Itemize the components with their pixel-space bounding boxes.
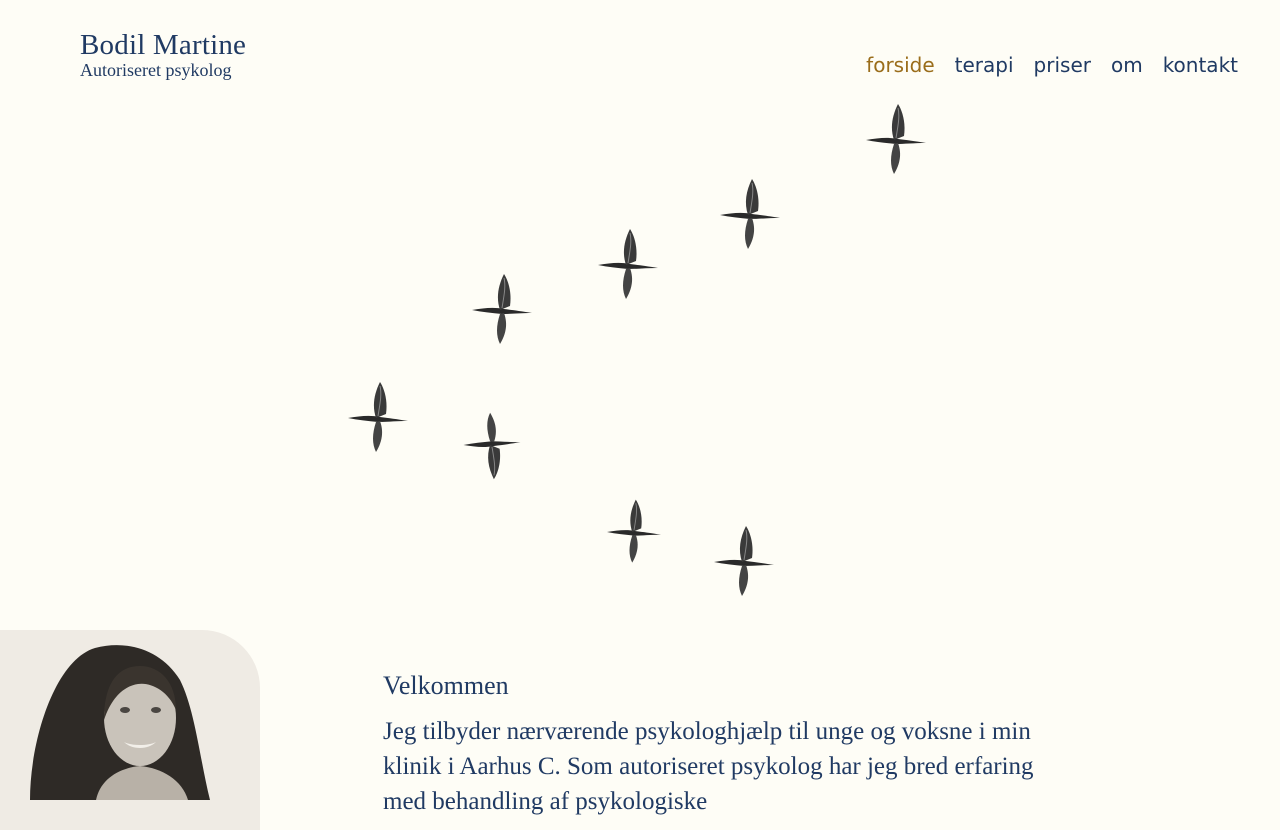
welcome-text: Jeg tilbyder nærværende psykologhjælp til unge og voksne i min klinik i Aarhus C. Som autoriseret psykolog har jeg bred erfaring med behandling af psykologiske (383, 718, 1034, 815)
hero-image (0, 90, 1280, 620)
bird-1 (866, 104, 926, 174)
bird-2 (720, 179, 780, 249)
bird-8 (714, 526, 774, 596)
main-navigation (866, 52, 1238, 78)
nav-kontakt[interactable]: kontakt (1162, 53, 1238, 77)
portrait-photo (0, 630, 260, 800)
portrait-card (0, 630, 260, 830)
bird-7 (607, 500, 661, 563)
bird-4 (472, 274, 532, 344)
bird-6 (464, 413, 521, 480)
welcome-section (383, 668, 1083, 819)
brand-name: Bodil Martine (80, 29, 247, 61)
nav-terapi[interactable]: terapi (954, 53, 1014, 77)
nav-forside[interactable]: forside (866, 53, 935, 77)
welcome-heading: Velkommen (383, 671, 509, 700)
bird-5 (348, 382, 408, 452)
bird-3 (598, 229, 658, 299)
nav-priser[interactable]: priser (1033, 53, 1091, 77)
nav-om[interactable]: om (1110, 53, 1143, 77)
birds-illustration (0, 90, 1280, 620)
brand-logo[interactable] (80, 29, 246, 79)
brand-subtitle: Autoriseret psykolog (80, 60, 232, 80)
